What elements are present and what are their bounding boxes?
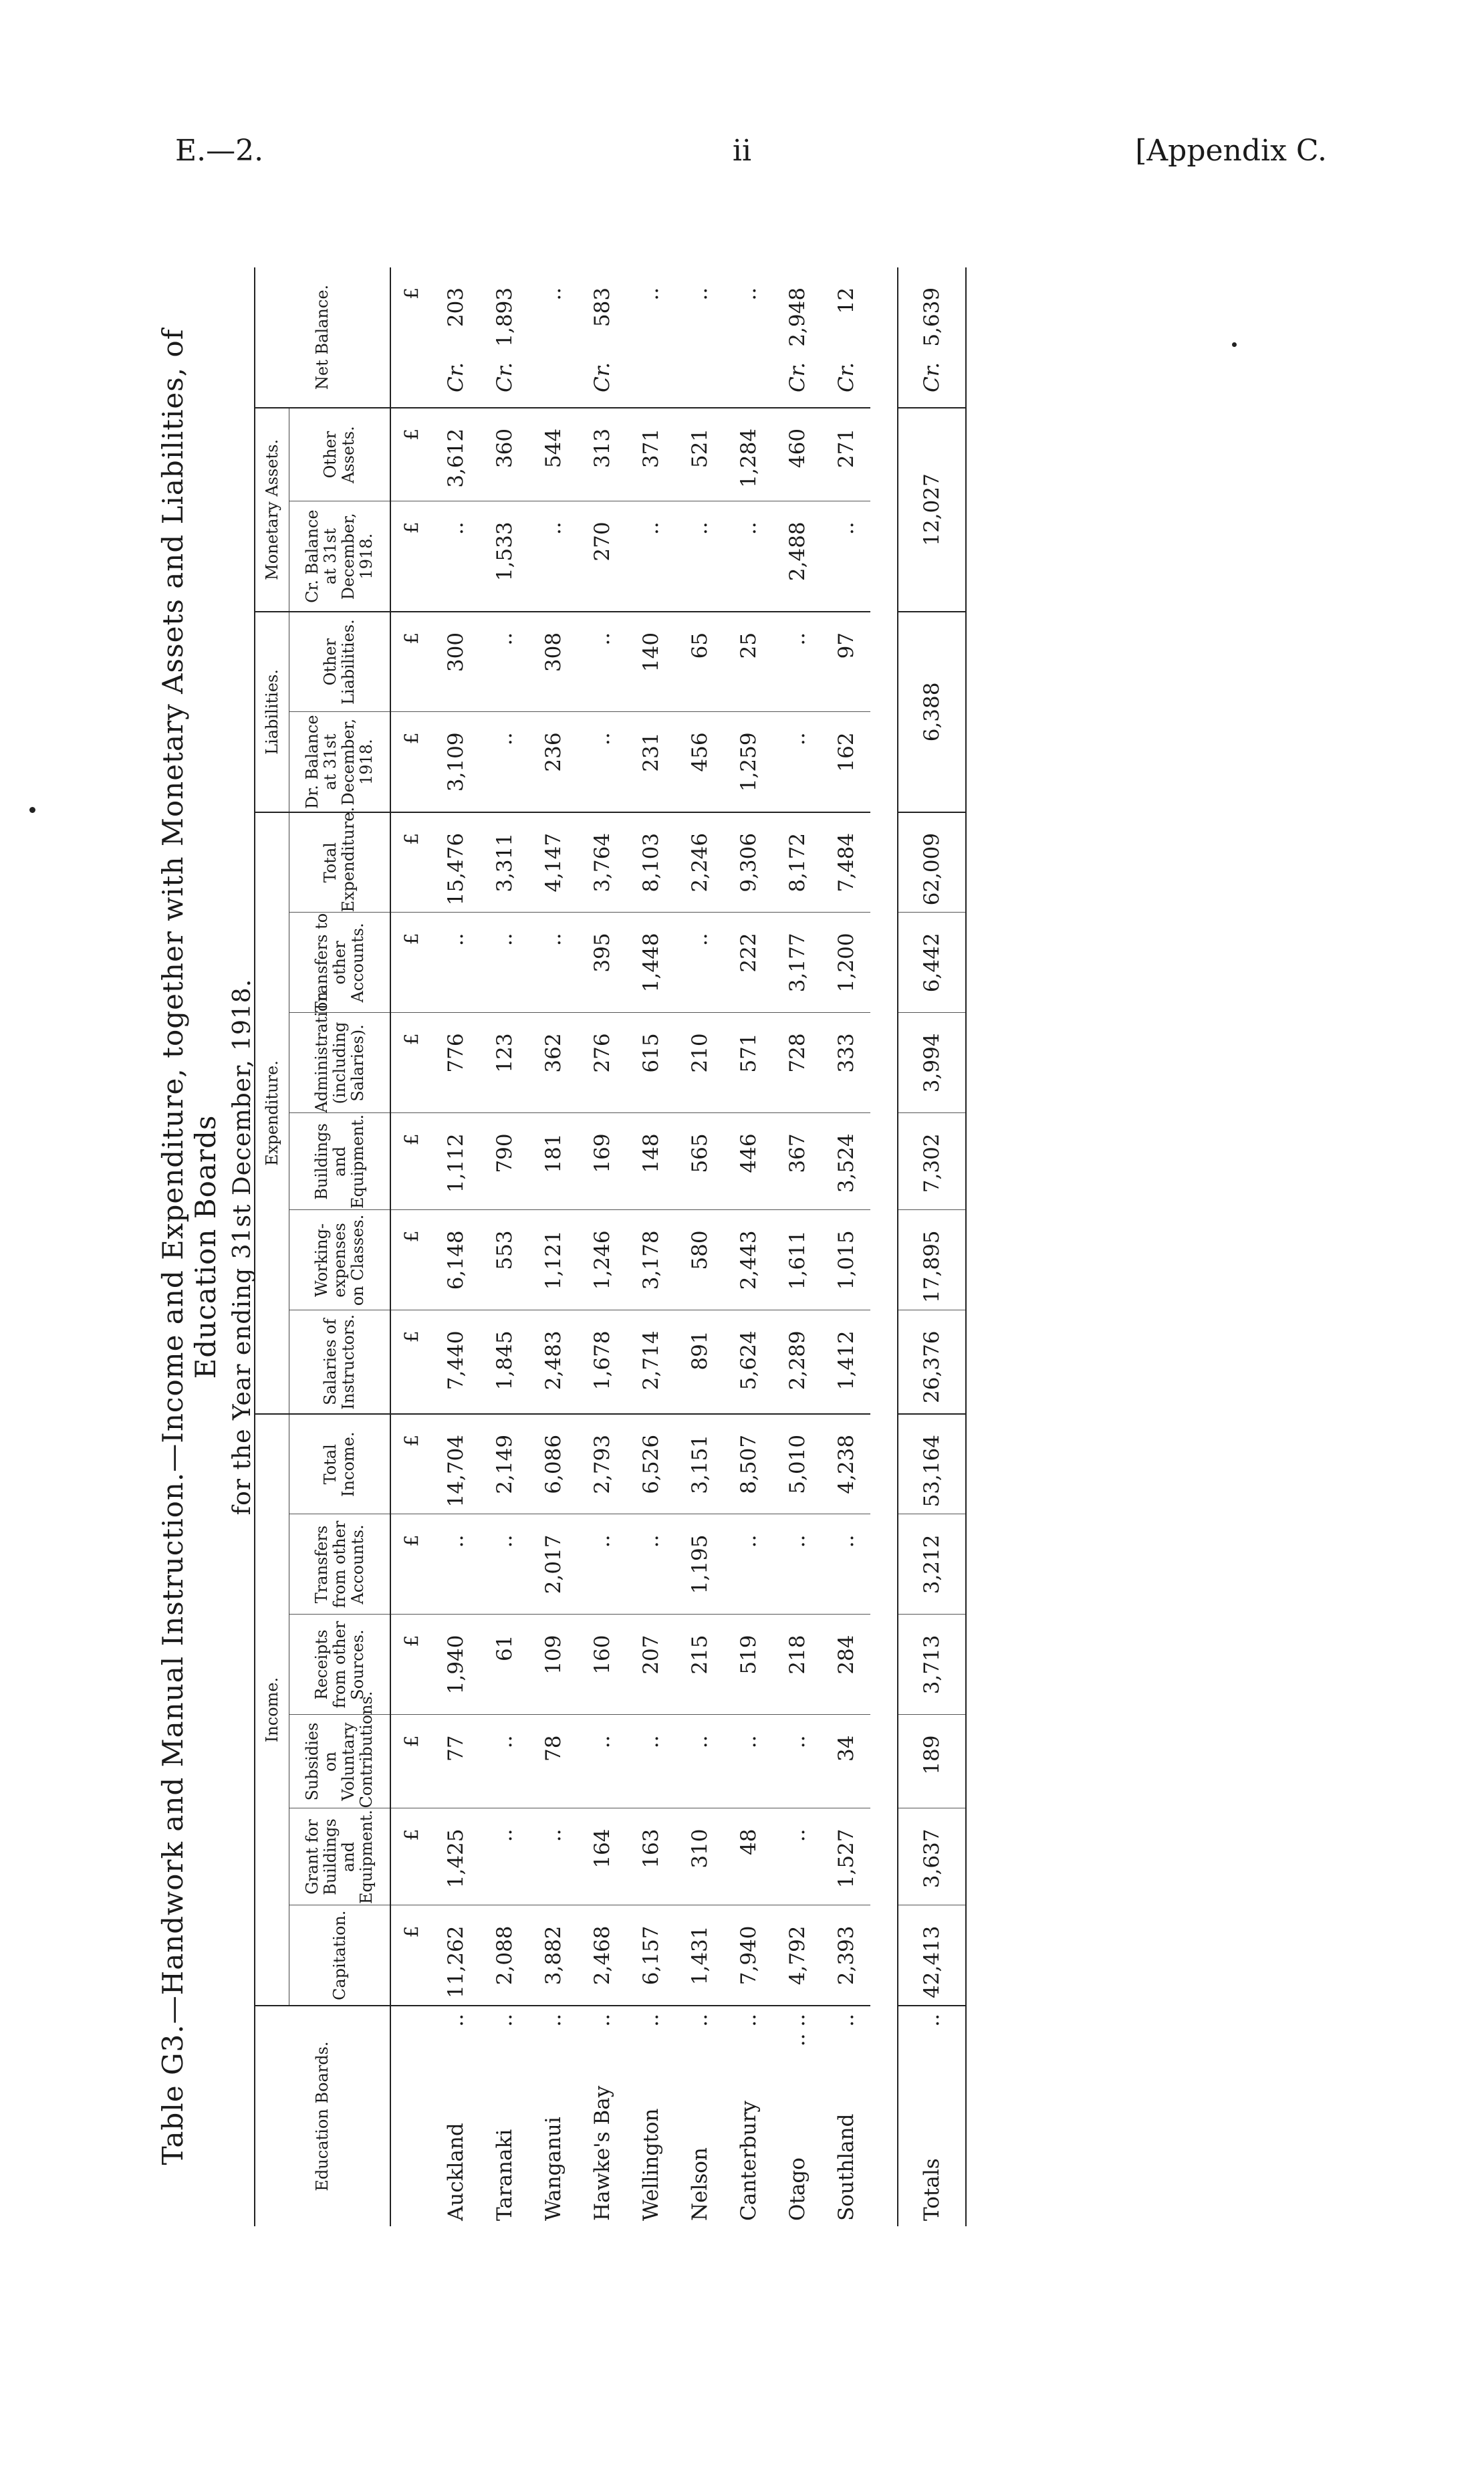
- board-name: Taranaki: [492, 2129, 517, 2221]
- net-balance-value: ..: [687, 287, 712, 301]
- totals-cell: 17,895: [898, 1210, 966, 1310]
- board-name: Wanganui: [541, 2117, 566, 2221]
- value-cell: 4,147: [529, 812, 578, 913]
- value-cell: ..: [431, 1514, 480, 1615]
- totals-cell: 26,376: [898, 1310, 966, 1414]
- group-monetary-assets: Monetary Assets.: [255, 408, 289, 612]
- unit-cell: £: [390, 501, 431, 612]
- board-row: [773, 267, 822, 2226]
- value-cell: ..: [480, 1715, 529, 1808]
- board-name: Wellington: [638, 2108, 663, 2221]
- net-balance-value: 12: [834, 287, 858, 314]
- value-cell: ..: [480, 612, 529, 712]
- value-cell: 1,200: [822, 913, 870, 1013]
- value-cell: 2,714: [626, 1310, 675, 1414]
- board-name-cell: [626, 2006, 675, 2226]
- value-cell: 2,289: [773, 1310, 822, 1414]
- totals-cell: 62,009: [898, 812, 966, 913]
- unit-cell: £: [390, 1414, 431, 1514]
- unit-cell: £: [390, 712, 431, 812]
- value-cell: 1,195: [675, 1514, 724, 1615]
- header-salaries: Salaries of Instructors.: [289, 1310, 391, 1414]
- board-name: Otago: [785, 2157, 810, 2221]
- value-cell: 1,845: [480, 1310, 529, 1414]
- value-cell: 2,017: [529, 1514, 578, 1615]
- cr-marker: Cr.: [785, 362, 810, 392]
- value-cell: 97: [822, 612, 870, 712]
- value-cell: ..: [675, 913, 724, 1013]
- value-cell: 360: [480, 408, 529, 501]
- net-balance-value: 2,948: [785, 287, 810, 347]
- value-cell: 164: [578, 1808, 626, 1905]
- unit-cell: £: [390, 1210, 431, 1310]
- value-cell: ..: [773, 1808, 822, 1905]
- value-cell: ..: [626, 501, 675, 612]
- header-subsidies: Subsidies on Voluntary Contributions.: [289, 1715, 391, 1808]
- header-net-balance: Net Balance.: [255, 267, 390, 408]
- value-cell: 3,882: [529, 1905, 578, 2006]
- board-name-cell: [480, 2006, 529, 2226]
- value-cell: 218: [773, 1615, 822, 1715]
- unit-cell: £: [390, 1715, 431, 1808]
- value-cell: 4,792: [773, 1905, 822, 2006]
- value-cell: 3,178: [626, 1210, 675, 1310]
- value-cell: 3,151: [675, 1414, 724, 1514]
- value-cell: 9,306: [724, 812, 773, 913]
- net-balance-cell: [773, 267, 822, 408]
- header-total-expenditure: Total Expenditure.: [289, 812, 391, 913]
- value-cell: 395: [578, 913, 626, 1013]
- totals-net-balance: [898, 267, 966, 408]
- board-name: Hawke's Bay: [590, 2085, 614, 2221]
- value-cell: 2,149: [480, 1414, 529, 1514]
- header-other-assets: Other Assets.: [289, 408, 391, 501]
- value-cell: ..: [529, 913, 578, 1013]
- cr-marker: Cr.: [590, 362, 614, 392]
- value-cell: 236: [529, 712, 578, 812]
- net-balance-cell: [626, 267, 675, 408]
- value-cell: 362: [529, 1013, 578, 1113]
- value-cell: 300: [431, 612, 480, 712]
- net-balance-value: ..: [736, 287, 761, 301]
- unit-cell: £: [390, 408, 431, 501]
- header-transfers-in: Transfers from other Accounts.: [289, 1514, 391, 1615]
- value-cell: 456: [675, 712, 724, 812]
- value-cell: ..: [822, 1514, 870, 1615]
- unit-cell: £: [390, 612, 431, 712]
- value-cell: ..: [773, 1514, 822, 1615]
- leader-dots: ..: [736, 2014, 761, 2027]
- value-cell: 3,109: [431, 712, 480, 812]
- totals-cell: 3,212: [898, 1514, 966, 1615]
- board-name-cell: [675, 2006, 724, 2226]
- value-cell: 3,311: [480, 812, 529, 913]
- value-cell: 284: [822, 1615, 870, 1715]
- value-cell: 163: [626, 1808, 675, 1905]
- header-other-liabilities: Other Liabilities.: [289, 612, 391, 712]
- value-cell: 270: [578, 501, 626, 612]
- value-cell: ..: [480, 712, 529, 812]
- unit-cell: £: [390, 1310, 431, 1414]
- header-grant: Grant for Buildings and Equipment.: [289, 1808, 391, 1905]
- page-reference: E.—2.: [175, 134, 264, 168]
- value-cell: 446: [724, 1113, 773, 1210]
- totals-cell: 42,413: [898, 1905, 966, 2006]
- value-cell: 3,612: [431, 408, 480, 501]
- value-cell: ..: [578, 1514, 626, 1615]
- board-name-cell: [529, 2006, 578, 2226]
- value-cell: 519: [724, 1615, 773, 1715]
- value-cell: 2,088: [480, 1905, 529, 2006]
- leader-dots: ..: [834, 2014, 858, 2027]
- leader-dots: ..: [638, 2014, 663, 2027]
- value-cell: 169: [578, 1113, 626, 1210]
- leader-dots: ..: [590, 2014, 614, 2027]
- board-row: [480, 267, 529, 2226]
- board-name-cell: [431, 2006, 480, 2226]
- board-row: [822, 267, 870, 2226]
- page-number: ii: [732, 134, 752, 168]
- cr-marker: Cr.: [920, 362, 944, 392]
- value-cell: ..: [578, 1715, 626, 1808]
- value-cell: 1,412: [822, 1310, 870, 1414]
- value-cell: 276: [578, 1013, 626, 1113]
- group-expenditure: Expenditure.: [255, 812, 289, 1414]
- value-cell: ..: [529, 1808, 578, 1905]
- totals-cell: 3,994: [898, 1013, 966, 1113]
- board-name-cell: [822, 2006, 870, 2226]
- value-cell: 181: [529, 1113, 578, 1210]
- value-cell: ..: [431, 501, 480, 612]
- value-cell: 7,484: [822, 812, 870, 913]
- net-balance-cell: [529, 267, 578, 408]
- value-cell: 1,611: [773, 1210, 822, 1310]
- value-cell: 162: [822, 712, 870, 812]
- net-balance-cell: [431, 267, 480, 408]
- value-cell: 34: [822, 1715, 870, 1808]
- value-cell: 1,527: [822, 1808, 870, 1905]
- value-cell: 1,678: [578, 1310, 626, 1414]
- value-cell: 308: [529, 612, 578, 712]
- unit-cell: £: [390, 1808, 431, 1905]
- board-row: [626, 267, 675, 2226]
- value-cell: 4,238: [822, 1414, 870, 1514]
- value-cell: 148: [626, 1113, 675, 1210]
- board-row: [578, 267, 626, 2226]
- value-cell: 215: [675, 1615, 724, 1715]
- value-cell: 565: [675, 1113, 724, 1210]
- value-cell: 222: [724, 913, 773, 1013]
- board-name: Canterbury: [736, 2101, 761, 2221]
- spacer-row: [870, 267, 898, 2226]
- unit-cell: £: [390, 812, 431, 913]
- value-cell: 2,246: [675, 812, 724, 913]
- table-body: [390, 267, 870, 2226]
- value-cell: 460: [773, 408, 822, 501]
- value-cell: 728: [773, 1013, 822, 1113]
- value-cell: 5,010: [773, 1414, 822, 1514]
- value-cell: 271: [822, 408, 870, 501]
- value-cell: ..: [529, 501, 578, 612]
- value-cell: 65: [675, 612, 724, 712]
- value-cell: 11,262: [431, 1905, 480, 2006]
- value-cell: 615: [626, 1013, 675, 1113]
- header-cr-balance: Cr. Balance at 31st December, 1918.: [289, 501, 391, 612]
- board-name-cell: [578, 2006, 626, 2226]
- net-balance-cell: [724, 267, 773, 408]
- value-cell: 776: [431, 1013, 480, 1113]
- value-cell: 5,624: [724, 1310, 773, 1414]
- group-income: Income.: [255, 1414, 289, 2006]
- value-cell: 580: [675, 1210, 724, 1310]
- net-balance-cell: [480, 267, 529, 408]
- value-cell: 7,440: [431, 1310, 480, 1414]
- value-cell: 2,483: [529, 1310, 578, 1414]
- leader-dots: .. ..: [785, 2014, 810, 2047]
- value-cell: ..: [626, 1715, 675, 1808]
- value-cell: ..: [822, 501, 870, 612]
- totals-row: [898, 267, 966, 2226]
- net-balance-cell: [675, 267, 724, 408]
- board-row: [724, 267, 773, 2226]
- totals-cell: 6,442: [898, 913, 966, 1013]
- board-row: [529, 267, 578, 2226]
- value-cell: 521: [675, 408, 724, 501]
- header-working-expenses: Working-expenses on Classes.: [289, 1210, 391, 1310]
- value-cell: ..: [480, 913, 529, 1013]
- table-title: Table G3.—Handwork and Manual Instruction.—Income and Expenditure, together with Monetary Assets and Liabilities, of Education Boards: [156, 328, 222, 2165]
- table-subtitle: for the Year ending 31st December, 1918.: [229, 978, 256, 1516]
- value-cell: ..: [480, 1514, 529, 1615]
- value-cell: 1,431: [675, 1905, 724, 2006]
- totals-liabilities: 6,388: [898, 612, 966, 812]
- header-transfers-out: Transfers to other Accounts.: [289, 913, 391, 1013]
- totals-label-text: Totals: [920, 2158, 944, 2221]
- totals-cell: 3,637: [898, 1808, 966, 1905]
- leader-dots: ..: [687, 2014, 712, 2027]
- value-cell: 1,246: [578, 1210, 626, 1310]
- value-cell: ..: [773, 1715, 822, 1808]
- value-cell: ..: [724, 501, 773, 612]
- value-cell: 6,148: [431, 1210, 480, 1310]
- value-cell: 210: [675, 1013, 724, 1113]
- board-name: Nelson: [687, 2147, 712, 2221]
- totals-label: [898, 2006, 966, 2226]
- value-cell: ..: [773, 612, 822, 712]
- net-balance-cell: [578, 267, 626, 408]
- table-caption: [154, 267, 254, 2226]
- net-balance-value: ..: [638, 287, 663, 301]
- value-cell: 6,157: [626, 1905, 675, 2006]
- value-cell: 207: [626, 1615, 675, 1715]
- value-cell: 7,940: [724, 1905, 773, 2006]
- net-balance-cell: [822, 267, 870, 408]
- value-cell: ..: [724, 1715, 773, 1808]
- unit-cell: £: [390, 1905, 431, 2006]
- value-cell: 15,476: [431, 812, 480, 913]
- value-cell: 48: [724, 1808, 773, 1905]
- value-cell: 790: [480, 1113, 529, 1210]
- value-cell: ..: [480, 1808, 529, 1905]
- header-administration: Administration (including Salaries).: [289, 1013, 391, 1113]
- value-cell: ..: [626, 1514, 675, 1615]
- unit-cell: £: [390, 1013, 431, 1113]
- value-cell: 140: [626, 612, 675, 712]
- value-cell: 3,524: [822, 1113, 870, 1210]
- leader-dots: ..: [492, 2014, 517, 2027]
- value-cell: 553: [480, 1210, 529, 1310]
- board-name-cell: [724, 2006, 773, 2226]
- value-cell: 3,764: [578, 812, 626, 913]
- value-cell: 61: [480, 1615, 529, 1715]
- value-cell: 2,488: [773, 501, 822, 612]
- value-cell: 231: [626, 712, 675, 812]
- value-cell: 14,704: [431, 1414, 480, 1514]
- value-cell: 25: [724, 612, 773, 712]
- leader-dots: ..: [443, 2014, 468, 2027]
- value-cell: 371: [626, 408, 675, 501]
- appendix-label: [Appendix C.: [1135, 134, 1327, 168]
- cr-marker: Cr.: [492, 362, 517, 392]
- value-cell: 2,443: [724, 1210, 773, 1310]
- value-cell: ..: [675, 1715, 724, 1808]
- header-receipts: Receipts from other Sources.: [289, 1615, 391, 1715]
- net-balance-value: ..: [541, 287, 566, 301]
- leader-dots: ..: [920, 2014, 944, 2027]
- value-cell: 1,940: [431, 1615, 480, 1715]
- header-buildings: Buildings and Equipment.: [289, 1113, 391, 1210]
- totals-monetary-assets: 12,027: [898, 408, 966, 612]
- rotated-table-container: [154, 267, 1203, 2226]
- unit-cell: £: [390, 267, 431, 408]
- value-cell: ..: [578, 612, 626, 712]
- value-cell: 2,393: [822, 1905, 870, 2006]
- finance-table: [254, 267, 967, 2226]
- cr-marker: Cr.: [834, 362, 858, 392]
- value-cell: 544: [529, 408, 578, 501]
- value-cell: 891: [675, 1310, 724, 1414]
- value-cell: ..: [675, 501, 724, 612]
- value-cell: 1,259: [724, 712, 773, 812]
- value-cell: 1,448: [626, 913, 675, 1013]
- value-cell: 310: [675, 1808, 724, 1905]
- value-cell: ..: [578, 712, 626, 812]
- value-cell: 1,533: [480, 501, 529, 612]
- value-cell: 78: [529, 1715, 578, 1808]
- totals-cell: 53,164: [898, 1414, 966, 1514]
- value-cell: 6,086: [529, 1414, 578, 1514]
- spacer-cell: [870, 267, 898, 2226]
- value-cell: 1,284: [724, 408, 773, 501]
- value-cell: 367: [773, 1113, 822, 1210]
- unit-cell: £: [390, 913, 431, 1013]
- value-cell: 2,793: [578, 1414, 626, 1514]
- net-balance-value: 583: [590, 287, 614, 328]
- unit-cell: £: [390, 1113, 431, 1210]
- board-name-cell: [773, 2006, 822, 2226]
- value-cell: 571: [724, 1013, 773, 1113]
- value-cell: 109: [529, 1615, 578, 1715]
- totals-cell: 3,713: [898, 1615, 966, 1715]
- units-row: [390, 267, 431, 2226]
- cr-marker: Cr.: [443, 362, 468, 392]
- group-liabilities: Liabilities.: [255, 612, 289, 812]
- unit-cell: £: [390, 1514, 431, 1615]
- totals-cell: 189: [898, 1715, 966, 1808]
- leader-dots: ..: [541, 2014, 566, 2027]
- stray-mark: [29, 807, 35, 813]
- net-balance-value: 203: [443, 287, 468, 328]
- value-cell: ..: [431, 913, 480, 1013]
- value-cell: 77: [431, 1715, 480, 1808]
- totals-body: [870, 267, 966, 2226]
- value-cell: 313: [578, 408, 626, 501]
- totals-cell: 7,302: [898, 1113, 966, 1210]
- value-cell: 1,112: [431, 1113, 480, 1210]
- value-cell: 6,526: [626, 1414, 675, 1514]
- value-cell: 8,507: [724, 1414, 773, 1514]
- header-dr-balance: Dr. Balance at 31st December, 1918.: [289, 712, 391, 812]
- value-cell: 123: [480, 1013, 529, 1113]
- header-total-income: Total Income.: [289, 1414, 391, 1514]
- value-cell: 1,121: [529, 1210, 578, 1310]
- header-capitation: Capitation.: [289, 1905, 391, 2006]
- value-cell: 160: [578, 1615, 626, 1715]
- stray-mark: [1232, 342, 1237, 347]
- value-cell: 1,015: [822, 1210, 870, 1310]
- board-name: Southland: [834, 2113, 858, 2221]
- board-name: Auckland: [443, 2123, 468, 2221]
- value-cell: 8,103: [626, 812, 675, 913]
- header-education-boards: Education Boards.: [255, 2006, 390, 2226]
- board-row: [431, 267, 480, 2226]
- unit-cell: £: [390, 1615, 431, 1715]
- value-cell: 2,468: [578, 1905, 626, 2006]
- value-cell: ..: [773, 712, 822, 812]
- value-cell: 8,172: [773, 812, 822, 913]
- net-balance-value: 1,893: [492, 287, 517, 347]
- value-cell: 333: [822, 1013, 870, 1113]
- units-blank: [390, 2006, 431, 2226]
- value-cell: 1,425: [431, 1808, 480, 1905]
- value-cell: ..: [724, 1514, 773, 1615]
- board-row: [675, 267, 724, 2226]
- value-cell: 3,177: [773, 913, 822, 1013]
- totals-net-value: 5,639: [920, 287, 944, 347]
